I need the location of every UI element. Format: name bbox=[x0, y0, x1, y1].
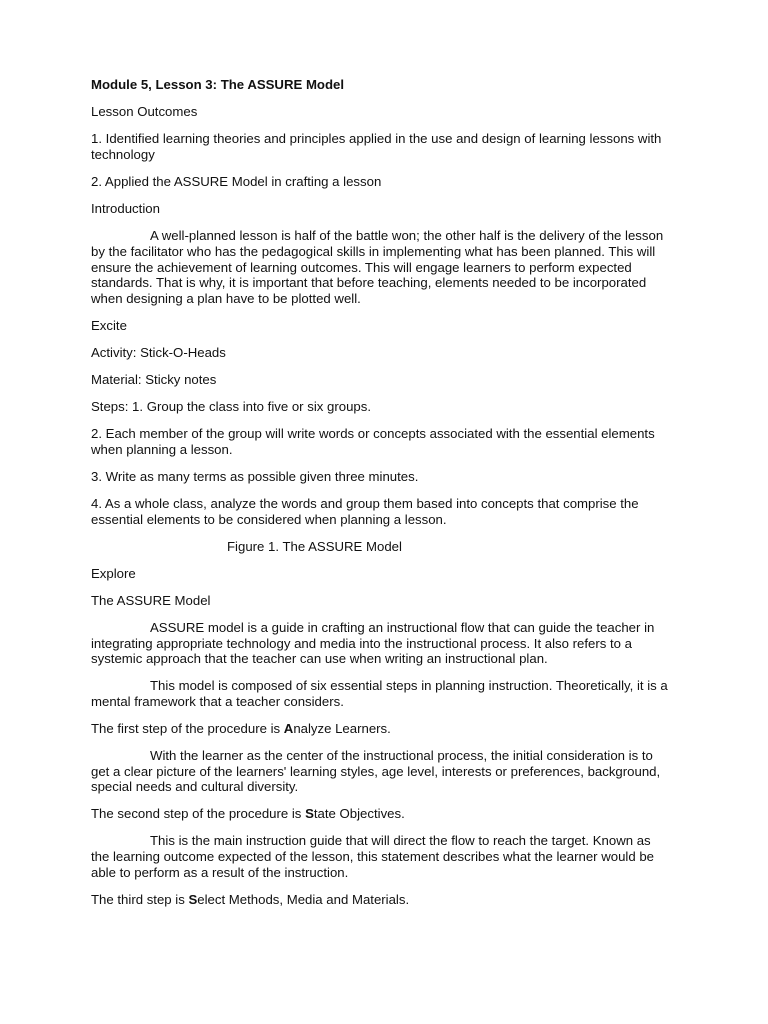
first-step-prefix: The first step of the procedure is bbox=[91, 720, 284, 736]
assure-paragraph-2: This model is composed of six essential steps in planning instruction. Theoretically, it is a mental framework that a teacher considers. bbox=[91, 678, 668, 709]
document-title: Module 5, Lesson 3: The ASSURE Model bbox=[91, 77, 345, 92]
introduction-paragraph: A well-planned lesson is half of the battle won; the other half is the delivery of the lesson by the facilitator who has the pedagogical skills in implementing what has been planned. This will ensure the achievement of learning outcomes. This will engage learners to perform expected standards. That is why, it is important that before teaching, elements needed to be incorporated when designing a plan have to be plotted well. bbox=[91, 228, 664, 306]
figure-caption: Figure 1. The ASSURE Model bbox=[227, 538, 402, 554]
third-step-prefix: The third step is bbox=[91, 891, 189, 907]
activity-line: Activity: Stick-O-Heads bbox=[91, 344, 226, 360]
third-step-initial: S bbox=[188, 891, 198, 907]
second-step-line bbox=[91, 806, 668, 822]
outcome-item-2: 2. Applied the ASSURE Model in crafting a lesson bbox=[91, 174, 382, 190]
outcomes-heading: Lesson Outcomes bbox=[91, 104, 198, 120]
step-item-4: 4. As a whole class, analyze the words and group them based into concepts that comprise the essential elements to be considered when planning a lesson. bbox=[91, 495, 639, 527]
outcome-item-1: 1. Identified learning theories and principles applied in the use and design of learning lessons with technology bbox=[91, 131, 662, 163]
step-item-2: 2. Each member of the group will write words or concepts associated with the essential elements when planning a lesson. bbox=[91, 426, 655, 457]
assure-model-heading: The ASSURE Model bbox=[91, 592, 211, 608]
first-step-line bbox=[91, 721, 668, 737]
material-line: Material: Sticky notes bbox=[91, 372, 217, 388]
assure-paragraph-1: ASSURE model is a guide in crafting an instructional flow that can guide the teacher in integrating appropriate technology and media into the instructional process. It also refers to a systemic approach that the teacher can use when writing an instructional plan. bbox=[91, 619, 655, 667]
excite-heading: Excite bbox=[91, 317, 127, 333]
second-step-initial: S bbox=[305, 806, 314, 822]
step-item-1: Steps: 1. Group the class into five or six groups. bbox=[91, 399, 372, 415]
third-step-line bbox=[91, 892, 668, 908]
second-step-prefix: The second step of the procedure is bbox=[91, 806, 306, 822]
third-step-rest: elect Methods, Media and Materials. bbox=[197, 891, 410, 907]
step-item-3: 3. Write as many terms as possible given three minutes. bbox=[91, 468, 419, 484]
second-step-rest: tate Objectives. bbox=[313, 806, 405, 822]
first-step-rest: nalyze Learners. bbox=[293, 720, 391, 736]
explore-heading: Explore bbox=[91, 565, 136, 581]
first-step-paragraph: With the learner as the center of the instructional process, the initial consideration is to get a clear picture of the learners' learning styles, age level, interests or preferences, background, special needs and cultural diversity. bbox=[91, 748, 661, 795]
second-step-paragraph: This is the main instruction guide that will direct the flow to reach the target. Known as the learning outcome expected of the lesson, this statement describes what the learner would be able to perform as a result of the instruction. bbox=[91, 833, 654, 880]
introduction-heading: Introduction bbox=[91, 201, 160, 217]
first-step-initial: A bbox=[283, 720, 294, 736]
